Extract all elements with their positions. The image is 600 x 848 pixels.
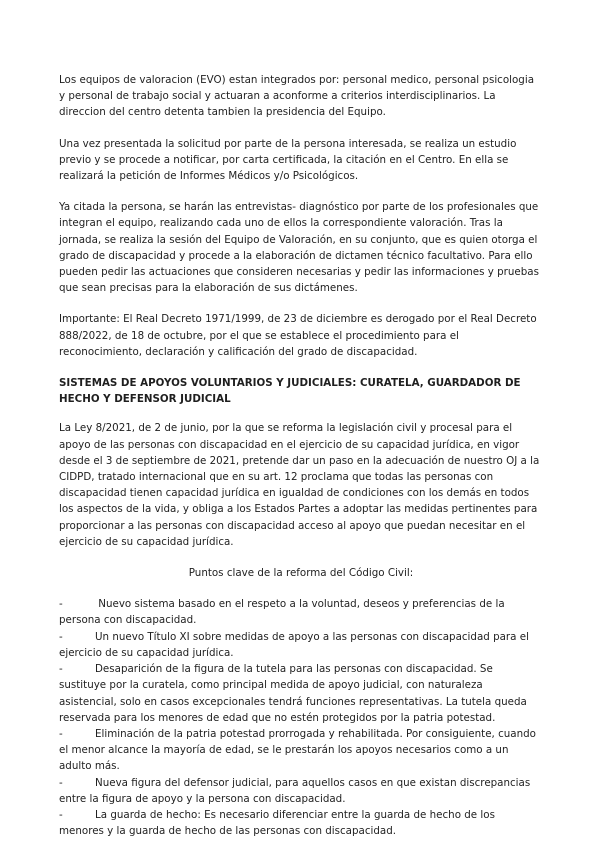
- list-item: [59, 807, 543, 839]
- list-item: [59, 726, 543, 775]
- bullet-dash: -: [59, 663, 63, 676]
- key-points-list: [59, 596, 543, 839]
- list-item-text: Nuevo sistema basado en el respeto a la voluntad, deseos y preferencias de la persona con discapacidad.: [59, 598, 505, 627]
- bullet-dash: -: [59, 598, 63, 611]
- section-heading: SISTEMAS DE APOYOS VOLUNTARIOS Y JUDICIALES: CURATELA, GUARDADOR DE HECHO Y DEFENSOR JUDICIAL: [59, 377, 521, 406]
- bullet-dash: -: [59, 630, 63, 643]
- paragraph-real-decreto: Importante: El Real Decreto 1971/1999, de 23 de diciembre es derogado por el Real Decreto 888/2022, de 18 de octubre, por el que se establece el procedimiento para el reconocimiento, declaración y calificación del grado de discapacidad.: [59, 313, 537, 358]
- list-item-text: Nueva figura del defensor judicial, para aquellos casos en que existan discrepancias entre la figura de apoyo y la persona con discapacidad.: [59, 776, 531, 805]
- bullet-dash: -: [59, 776, 63, 789]
- paragraph-application-process: Una vez presentada la solicitud por parte de la persona interesada, se realiza un estudio previo y se procede a notificar, por carta certificada, la citación en el Centro. En ella se realizará la petición de Informes Médicos y/o Psicológicos.: [59, 137, 517, 183]
- list-item-text: Eliminación de la patria potestad prorrogada y rehabilitada. Por consiguiente, cuando el menor alcance la mayoría de edad, se le prestarán los apoyos necesarios como a un adulto más.: [59, 727, 536, 773]
- list-item: [59, 661, 543, 726]
- paragraph-interviews: Ya citada la persona, se harán las entrevistas- diagnóstico por parte de los profesionales que integran el equipo, realizando cada uno de ellos la correspondiente valoración. Tras la jornada, se realiza la sesión del Equipo de Valoración, en su conjunto, que es quien otorga el grado de discapacidad y procede a la elaboración de dictamen técnico facultativo. Para ello pueden pedir las actuaciones que consideren necesarias y pedir las informaciones y pruebas que sean precisas para la elaboración de sus dictámenes.: [59, 201, 539, 295]
- paragraph-evo-composition: Los equipos de valoracion (EVO) estan integrados por: personal medico, personal psicologia y personal de trabajo social y actuaran a aconforme a criterios interdisciplinarios. La direccion del centro detenta tambien la presidencia del Equipo.: [59, 74, 535, 119]
- bullet-dash: -: [59, 808, 63, 821]
- paragraph-ley-8-2021: La Ley 8/2021, de 2 de junio, por la que se reforma la legislación civil y procesal para el apoyo de las personas con discapacidad en el ejercicio de su capacidad jurídica, en vigor desde el 3 de septiembre de 2021, pretende dar un paso en la adecuación de nuestro OJ a la CIDPD, tratado internacional que en su art. 12 proclama que todas las personas con discapacidad tienen capacidad jurídica en igualdad de condiciones con los demás en todos los aspectos de la vida, y obliga a los Estados Partes a adoptar las medidas pertinentes para proporcionar a las personas con discapacidad acceso al apoyo que puedan necesitar en el ejercicio de su capacidad jurídica.: [59, 422, 540, 548]
- key-points-title: Puntos clave de la reforma del Código Civil:: [188, 567, 414, 580]
- list-item: [59, 629, 543, 661]
- list-item: [59, 596, 543, 628]
- list-item-text: Un nuevo Título XI sobre medidas de apoyo a las personas con discapacidad para el ejercicio de su capacidad jurídica.: [59, 630, 529, 659]
- list-item-text: Desaparición de la figura de la tutela para las personas con discapacidad. Se sustituye por la curatela, como principal medida de apoyo judicial, con naturaleza asistencial, solo en casos excepcionales tendrá funciones representativas. La tutela queda reservada para los menores de edad que no estén protegidos por la patria potestad.: [59, 663, 527, 724]
- list-item: [59, 775, 543, 807]
- list-item-text: La guarda de hecho: Es necesario diferenciar entre la guarda de hecho de los menores y la guarda de hecho de las personas con discapacidad.: [59, 808, 495, 838]
- bullet-dash: -: [59, 727, 63, 740]
